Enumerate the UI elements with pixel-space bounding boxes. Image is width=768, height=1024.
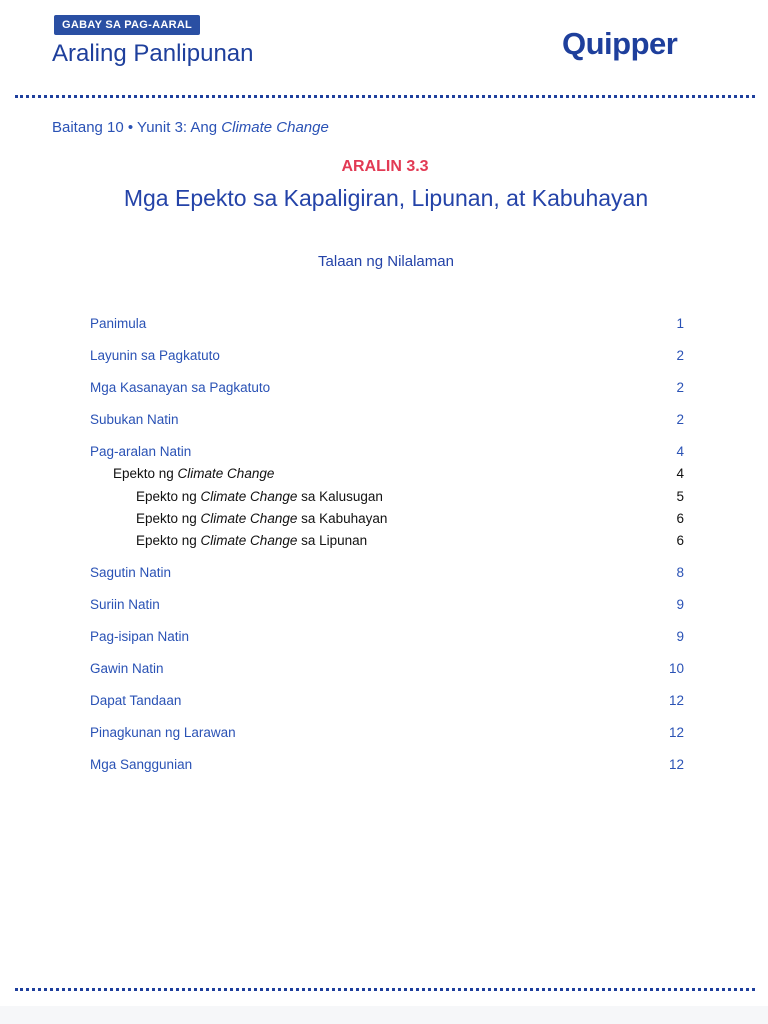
toc-entry-page: 9 [676,629,684,644]
subject-title: Araling Panlipunan [52,40,254,67]
toc-entry-label [90,595,160,615]
footer-band [0,1006,768,1024]
toc-entry-text: Sagutin Natin [90,565,172,580]
toc-entry-label [90,442,191,462]
top-divider [15,95,755,98]
breadcrumb [52,118,329,138]
toc-entry[interactable] [90,531,684,551]
toc-entry-label [90,487,383,507]
toc-entry-page: 6 [676,533,684,548]
toc-entry-text: sa Kalusugan [297,489,383,504]
toc-entry-label [90,509,387,529]
toc-entry-label [90,314,146,334]
toc-entry-page: 8 [676,565,684,580]
toc-entry-text: Mga Sanggunian [90,757,193,772]
header-badge: GABAY SA PAG-AARAL [54,15,200,35]
toc-entry-page: 1 [676,316,684,331]
toc-entry-page: 2 [676,348,684,363]
toc-entry-page: 9 [676,597,684,612]
toc-entry-label [90,531,367,551]
toc-entry-label [90,464,274,484]
toc-entry-italic-text: Climate Change [200,533,298,548]
toc-entry-label [90,659,164,679]
brand-logo: Quipper [562,26,678,61]
toc-entry-text: Epekto ng [136,489,201,504]
lesson-title: Mga Epekto sa Kapaligiran, Lipunan, at Kabuhayan [123,185,649,211]
toc-entry-text: Epekto ng [113,466,178,481]
toc-entry[interactable] [90,563,684,583]
toc-entry-page: 4 [676,444,684,459]
toc-entry-label [90,378,270,398]
toc-entry[interactable] [90,509,684,529]
toc-entry-text: Pinagkunan ng Larawan [90,725,236,740]
toc-entry-label [90,627,189,647]
toc-entry-text: Subukan Natin [90,412,179,427]
toc-entry-italic-text: Climate Change [177,466,275,481]
toc-entry-text: sa Kabuhayan [297,511,388,526]
toc-entry[interactable] [90,410,684,430]
toc-entry-italic-text: Climate Change [200,489,298,504]
toc-entry-page: 5 [676,489,684,504]
toc-entry-page: 10 [668,661,684,676]
toc-entry-text: Epekto ng [136,533,201,548]
toc-entry-page: 2 [676,380,684,395]
toc-entry-text: Suriin Natin [90,597,160,612]
toc-entry[interactable] [90,627,684,647]
toc-entry[interactable] [90,659,684,679]
toc-entry-page: 2 [676,412,684,427]
toc-entry[interactable] [90,442,684,462]
toc-entry[interactable] [90,464,684,484]
lesson-label: ARALIN 3.3 [341,158,429,175]
toc-entry-page: 4 [676,466,684,481]
toc-entry-page: 12 [668,693,684,708]
toc-entry-label [90,755,192,775]
toc-entry-label [90,691,181,711]
toc-entry-text: Gawin Natin [90,661,164,676]
toc-entry-italic-text: Climate Change [200,511,298,526]
toc-entry-page: 12 [668,757,684,772]
toc-entry-text: Mga Kasanayan sa Pagkatuto [90,380,271,395]
toc-entry[interactable] [90,723,684,743]
toc-entry[interactable] [90,378,684,398]
toc-entry-label [90,346,220,366]
toc-entry-label [90,410,179,430]
toc-entry[interactable] [90,755,684,775]
toc-entry[interactable] [90,691,684,711]
toc-entry[interactable] [90,346,684,366]
toc-entry-text: Dapat Tandaan [90,693,182,708]
toc-entry-page: 12 [668,725,684,740]
toc-entry-page: 6 [676,511,684,526]
toc-entry-text: Pag-aralan Natin [90,444,192,459]
toc-entry-text: Epekto ng [136,511,201,526]
toc-entry[interactable] [90,595,684,615]
breadcrumb-italic: Climate Change [221,119,329,136]
toc-entry-label [90,563,171,583]
toc-heading: Talaan ng Nilalaman [318,253,454,270]
breadcrumb-text: Baitang 10 • Yunit 3: Ang [52,119,222,136]
toc-entry-text: Pag-isipan Natin [90,629,190,644]
toc-entry-label [90,723,236,743]
bottom-divider [15,988,755,991]
toc-entry-text: sa Lipunan [297,533,368,548]
toc-entry[interactable] [90,314,684,334]
toc-entry-text: Layunin sa Pagkatuto [90,348,220,363]
toc-entry[interactable] [90,487,684,507]
toc-entry-text: Panimula [90,316,147,331]
